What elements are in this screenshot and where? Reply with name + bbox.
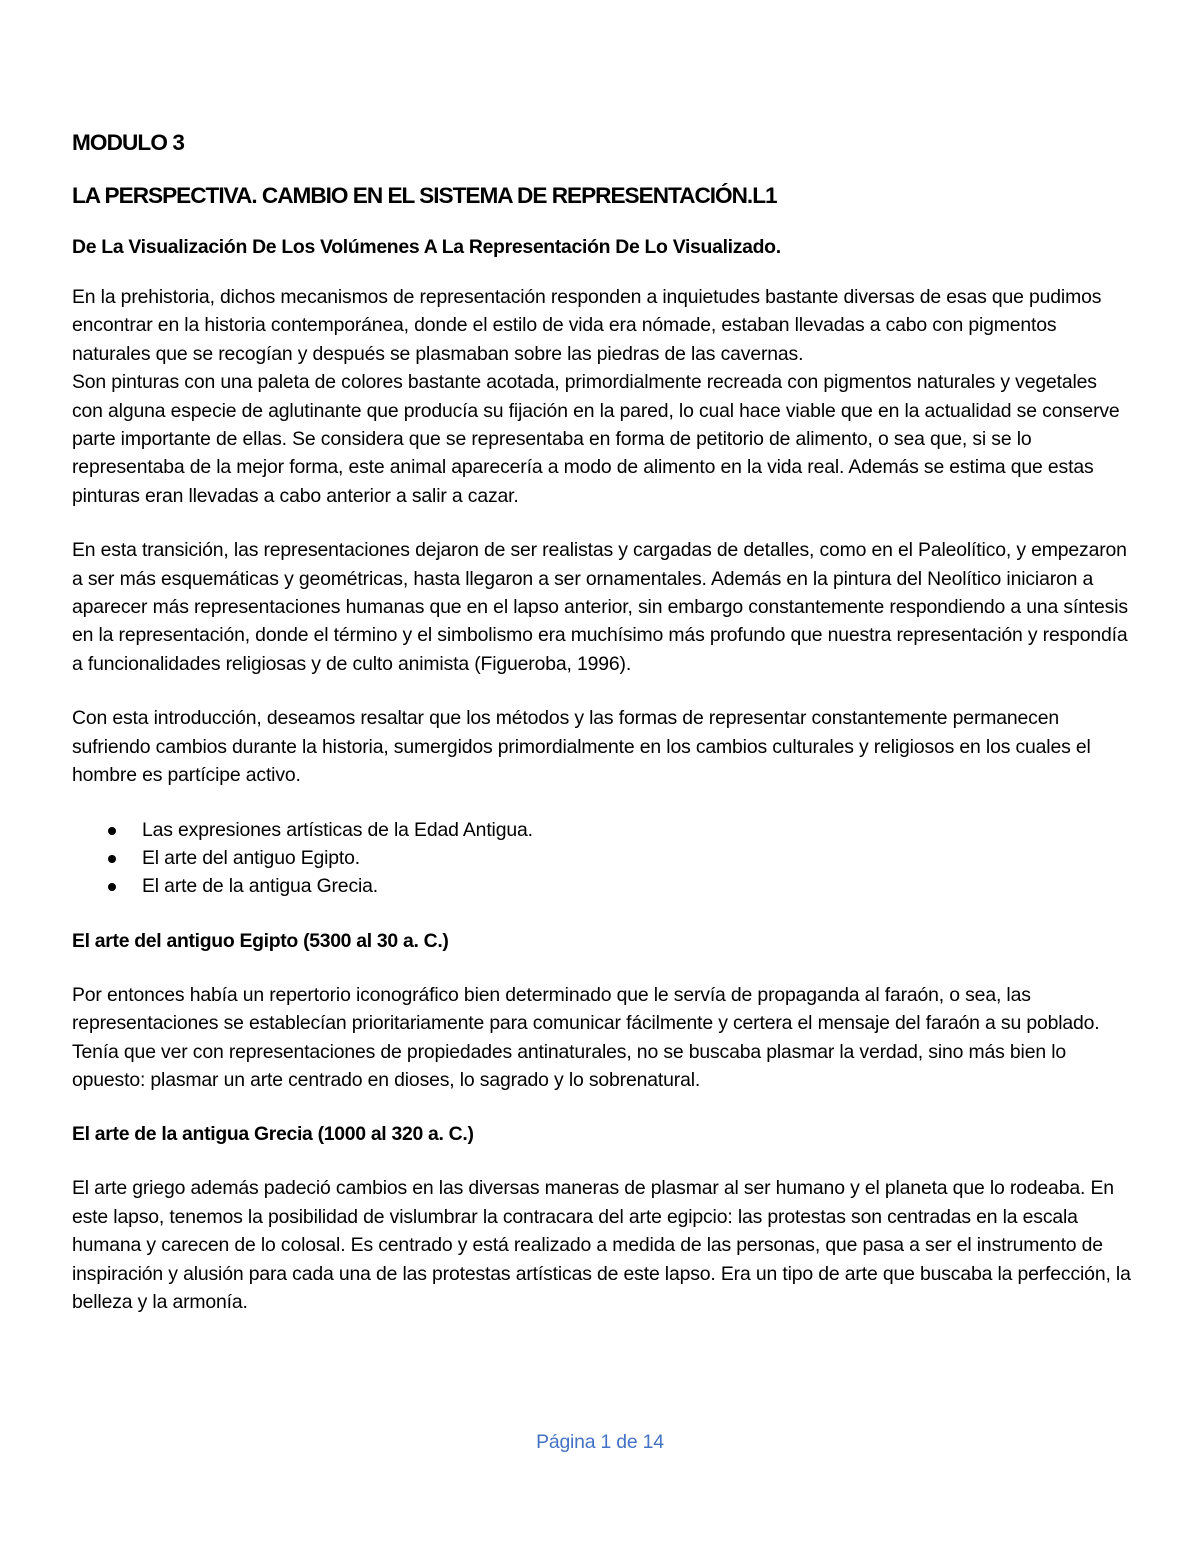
module-title: MODULO 3 <box>72 130 185 155</box>
document-page <box>72 128 1132 1316</box>
section-heading-egipto: El arte del antiguo Egipto (5300 al 30 a. C.) <box>72 929 449 952</box>
paragraph-pinturas: Son pinturas con una paleta de colores bastante acotada, primordialmente recreada con pigmentos naturales y vegetales con alguna especie de aglutinante que producía su fijación en la pared, lo cual hace viable que en la actualidad se conserve parte importante de ellas. Se considera que se representaba en forma de petitorio de alimento, o sea que, si se lo representaba de la mejor forma, este animal aparecería a modo de alimento en la vida real. Además se estima que estas pinturas eran llevadas a cabo anterior a salir a cazar. <box>72 371 1120 507</box>
list-item-text: Las expresiones artísticas de la Edad Antigua. <box>142 818 533 841</box>
section-heading-grecia: El arte de la antigua Grecia (1000 al 320 a. C.) <box>72 1123 474 1146</box>
paragraph-introduccion: Con esta introducción, deseamos resaltar que los métodos y las formas de representar constantemente permanecen sufriendo cambios durante la historia, sumergidos primordialmente en los cambios culturales y religiosos en los cuales el hombre es partícipe activo. <box>72 707 1091 787</box>
paragraph-prehistoria: En la prehistoria, dichos mecanismos de representación responden a inquietudes bastante diversas de esas que pudimos encontrar en la historia contemporánea, donde el estilo de vida era nómade, estaban llevadas a cabo con pigmentos naturales que se recogían y después se plasmaban sobre las piedras de las cavernas. <box>72 286 1102 365</box>
bullet-icon <box>108 827 116 835</box>
paragraph-grecia: El arte griego además padeció cambios en las diversas maneras de plasmar al ser humano y el planeta que lo rodeaba. En este lapso, tenemos la posibilidad de vislumbrar la contracara del arte egipcio: las protestas son centradas en la escala humana y carecen de lo colosal. Es centrado y está realizado a medida de las personas, que pasa a ser el instrumento de inspiración y alusión para cada una de las protestas artísticas de este lapso. Era un tipo de arte que buscaba la perfección, la belleza y la armonía. <box>72 1177 1131 1313</box>
list-item <box>72 872 1132 900</box>
bullet-icon <box>108 883 116 891</box>
bullet-list <box>72 816 1132 901</box>
main-title: LA PERSPECTIVA. CAMBIO EN EL SISTEMA DE REPRESENTACIÓN.L1 <box>72 183 777 208</box>
subtitle: De La Visualización De Los Volúmenes A La Representación De Lo Visualizado. <box>72 236 781 258</box>
list-item <box>72 816 1132 844</box>
paragraph-transicion: En esta transición, las representaciones dejaron de ser realistas y cargadas de detalles, como en el Paleolítico, y empezaron a ser más esquemáticas y geométricas, hasta llegaron a ser ornamentales. Además en la pintura del Neolítico iniciaron a aparecer más representaciones humanas que en el lapso anterior, sin embargo constantemente respondiendo a una síntesis en la representación, donde el término y el simbolismo era muchísimo más profundo que nuestra representación y respondía a funcionalidades religiosas y de culto animista (Figueroba, 1996). <box>72 539 1128 675</box>
list-item-text: El arte de la antigua Grecia. <box>142 875 379 898</box>
page-number-footer: Página 1 de 14 <box>536 1431 664 1453</box>
list-item-text: El arte del antiguo Egipto. <box>142 846 361 869</box>
list-item <box>72 844 1132 872</box>
bullet-icon <box>108 855 116 863</box>
paragraph-egipto: Por entonces había un repertorio iconográfico bien determinado que le servía de propaganda al faraón, o sea, las representaciones se establecían prioritariamente para comunicar fácilmente y certera el mensaje del faraón a su poblado. Tenía que ver con representaciones de propiedades antinaturales, no se buscaba plasmar la verdad, sino más bien lo opuesto: plasmar un arte centrado en dioses, lo sagrado y lo sobrenatural. <box>72 983 1100 1091</box>
